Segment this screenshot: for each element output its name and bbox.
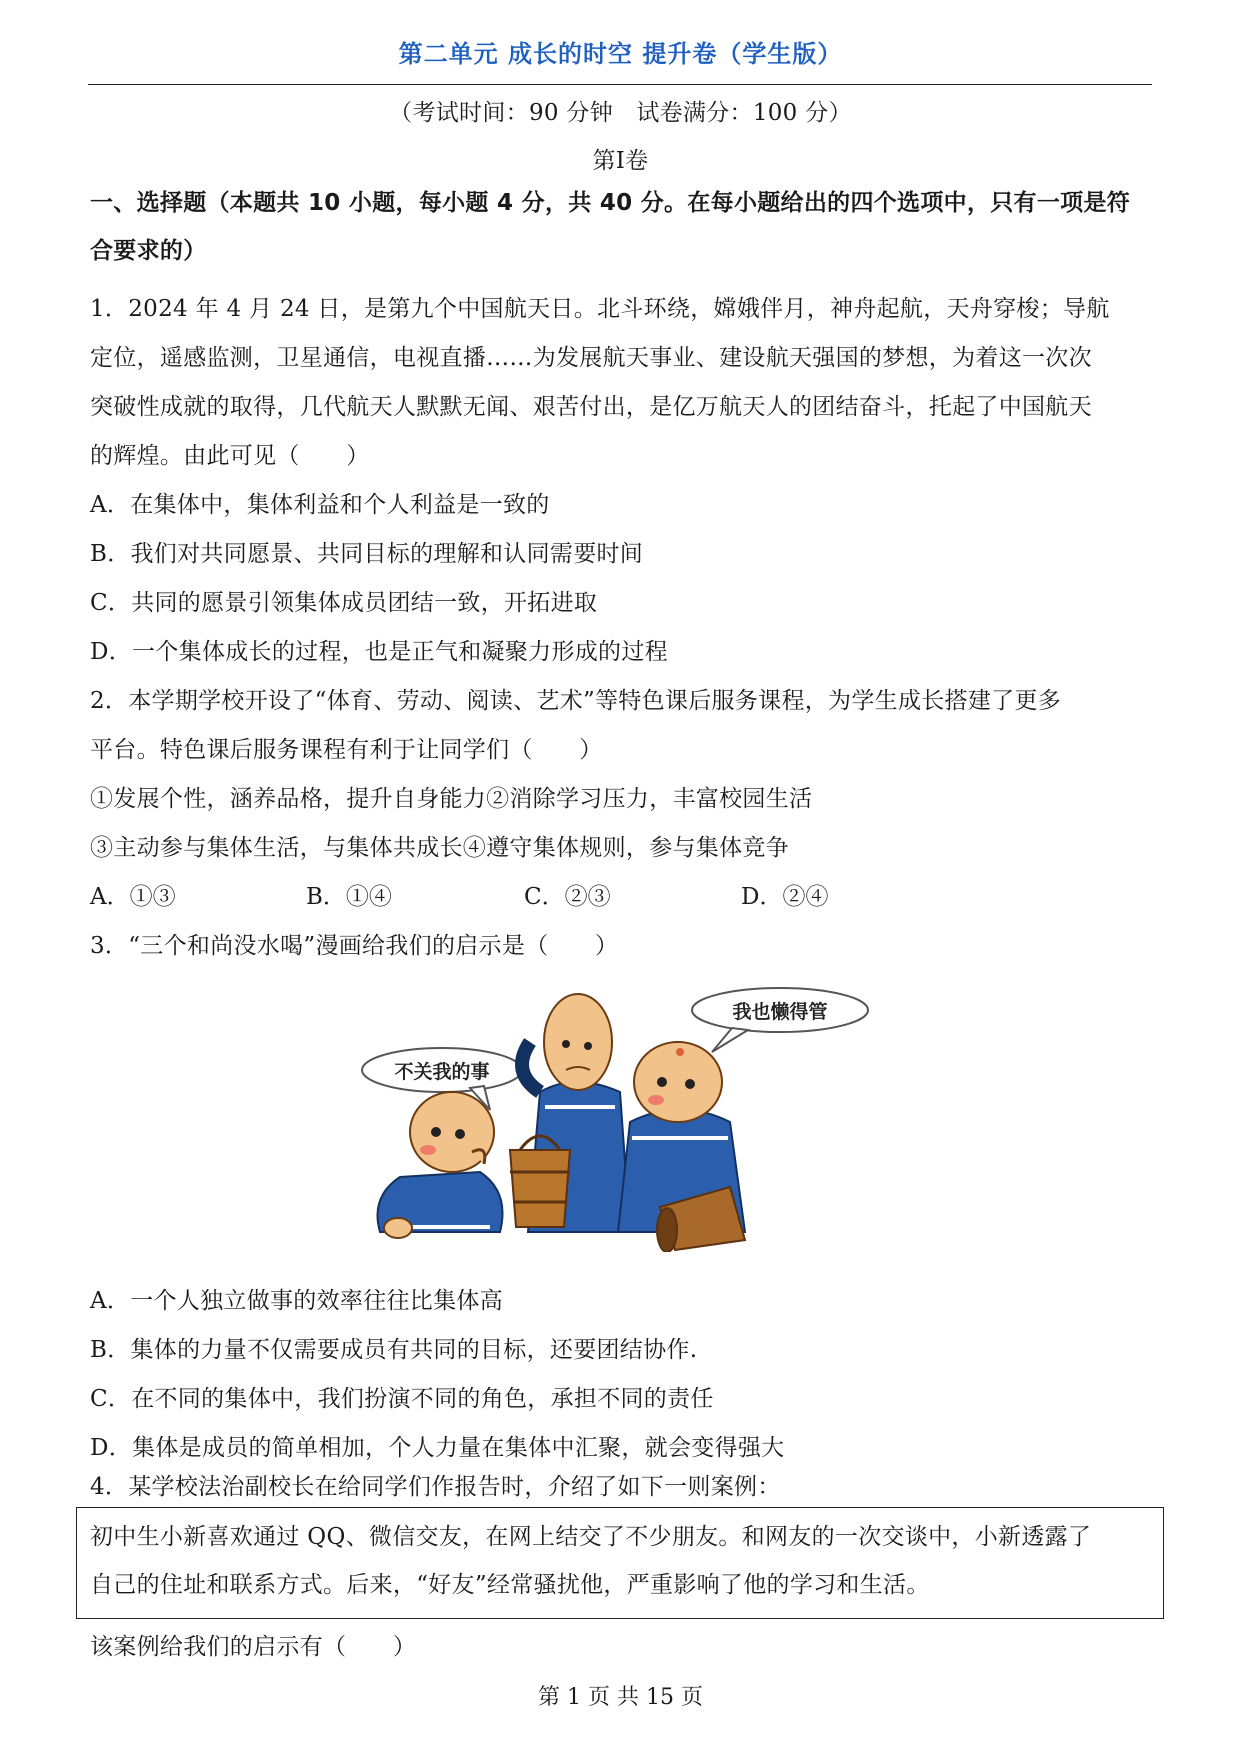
- q1-stem-line1: 1．2024 年 4 月 24 日，是第九个中国航天日。北斗环绕，嫦娥伴月，神舟起航，天舟穿梭；导航: [90, 296, 1110, 322]
- q4-stem: 4．某学校法治副校长在给同学们作报告时，介绍了如下一则案例：: [90, 1474, 781, 1500]
- bubble-right-text: 我也懒得管: [732, 1001, 828, 1023]
- q3-option-c: C．在不同的集体中，我们扮演不同的角色，承担不同的责任: [90, 1386, 714, 1412]
- q3-option-a: A．一个人独立做事的效率往往比集体高: [90, 1288, 504, 1314]
- bubble-right-tail: [712, 1028, 748, 1052]
- three-monks-cartoon: [360, 982, 880, 1252]
- q2-item-line2: ③主动参与集体生活，与集体共成长④遵守集体规则，参与集体竞争: [90, 835, 789, 861]
- q1-option-d: D．一个集体成长的过程，也是正气和凝聚力形成的过程: [90, 639, 668, 665]
- q2-item-line1: ①发展个性，涵养品格，提升自身能力②消除学习压力，丰富校园生活: [90, 786, 813, 812]
- q3-option-d: D．集体是成员的简单相加，个人力量在集体中汇聚，就会变得强大: [90, 1435, 785, 1461]
- q2-stem-line1: 2．本学期学校开设了“体育、劳动、阅读、艺术”等特色课后服务课程，为学生成长搭建了更多: [90, 688, 1062, 714]
- section-heading-line2: 合要求的）: [90, 238, 207, 264]
- bubble-left-text: 不关我的事: [394, 1061, 490, 1083]
- q2-stem-line2: 平台。特色课后服务课程有利于让同学们（ ）: [90, 737, 603, 763]
- volume-label: 第I卷: [592, 148, 649, 174]
- q2-option-d: D．②④: [741, 884, 829, 910]
- q3-option-b: B．集体的力量不仅需要成员有共同的目标，还要团结协作.: [90, 1337, 698, 1363]
- q1-stem-line2: 定位，遥感监测，卫星通信，电视直播……为发展航天事业、建设航天强国的梦想，为着这一次次: [90, 345, 1092, 371]
- monk-left: [378, 1092, 503, 1238]
- section-heading-line1: 一、选择题（本题共 10 小题，每小题 4 分，共 40 分。在每小题给出的四个选项中，只有一项是符: [90, 190, 1131, 216]
- q1-option-b: B．我们对共同愿景、共同目标的理解和认同需要时间: [90, 541, 644, 567]
- q1-stem-line4: 的辉煌。由此可见（ ）: [90, 443, 370, 469]
- q1-option-a: A．在集体中，集体利益和个人利益是一致的: [90, 492, 550, 518]
- header-divider: [88, 84, 1152, 85]
- page-title: 第二单元 成长的时空 提升卷（学生版）: [398, 40, 843, 68]
- q4-follow: 该案例给我们的启示有（ ）: [90, 1634, 417, 1660]
- q3-stem: 3．“三个和尚没水喝”漫画给我们的启示是（ ）: [90, 933, 619, 959]
- q1-stem-line3: 突破性成就的取得，几代航天人默默无闻、艰苦付出，是亿万航天人的团结奋斗，托起了中国航天: [90, 394, 1092, 420]
- q1-option-c: C．共同的愿景引领集体成员团结一致，开拓进取: [90, 590, 598, 616]
- q2-option-b: B．①④: [306, 884, 392, 910]
- q4-case-line1: 初中生小新喜欢通过 QQ、微信交友，在网上结交了不少朋友。和网友的一次交谈中，小新透露了: [90, 1524, 1092, 1550]
- wooden-bucket: [510, 1136, 570, 1227]
- q2-option-c: C．②③: [524, 884, 611, 910]
- exam-info: （考试时间：90 分钟 试卷满分：100 分）: [389, 100, 852, 126]
- page-number: 第 1 页 共 15 页: [538, 1685, 703, 1710]
- q4-case-line2: 自己的住址和联系方式。后来，“好友”经常骚扰他，严重影响了他的学习和生活。: [90, 1572, 930, 1598]
- q2-option-a: A．①③: [90, 884, 176, 910]
